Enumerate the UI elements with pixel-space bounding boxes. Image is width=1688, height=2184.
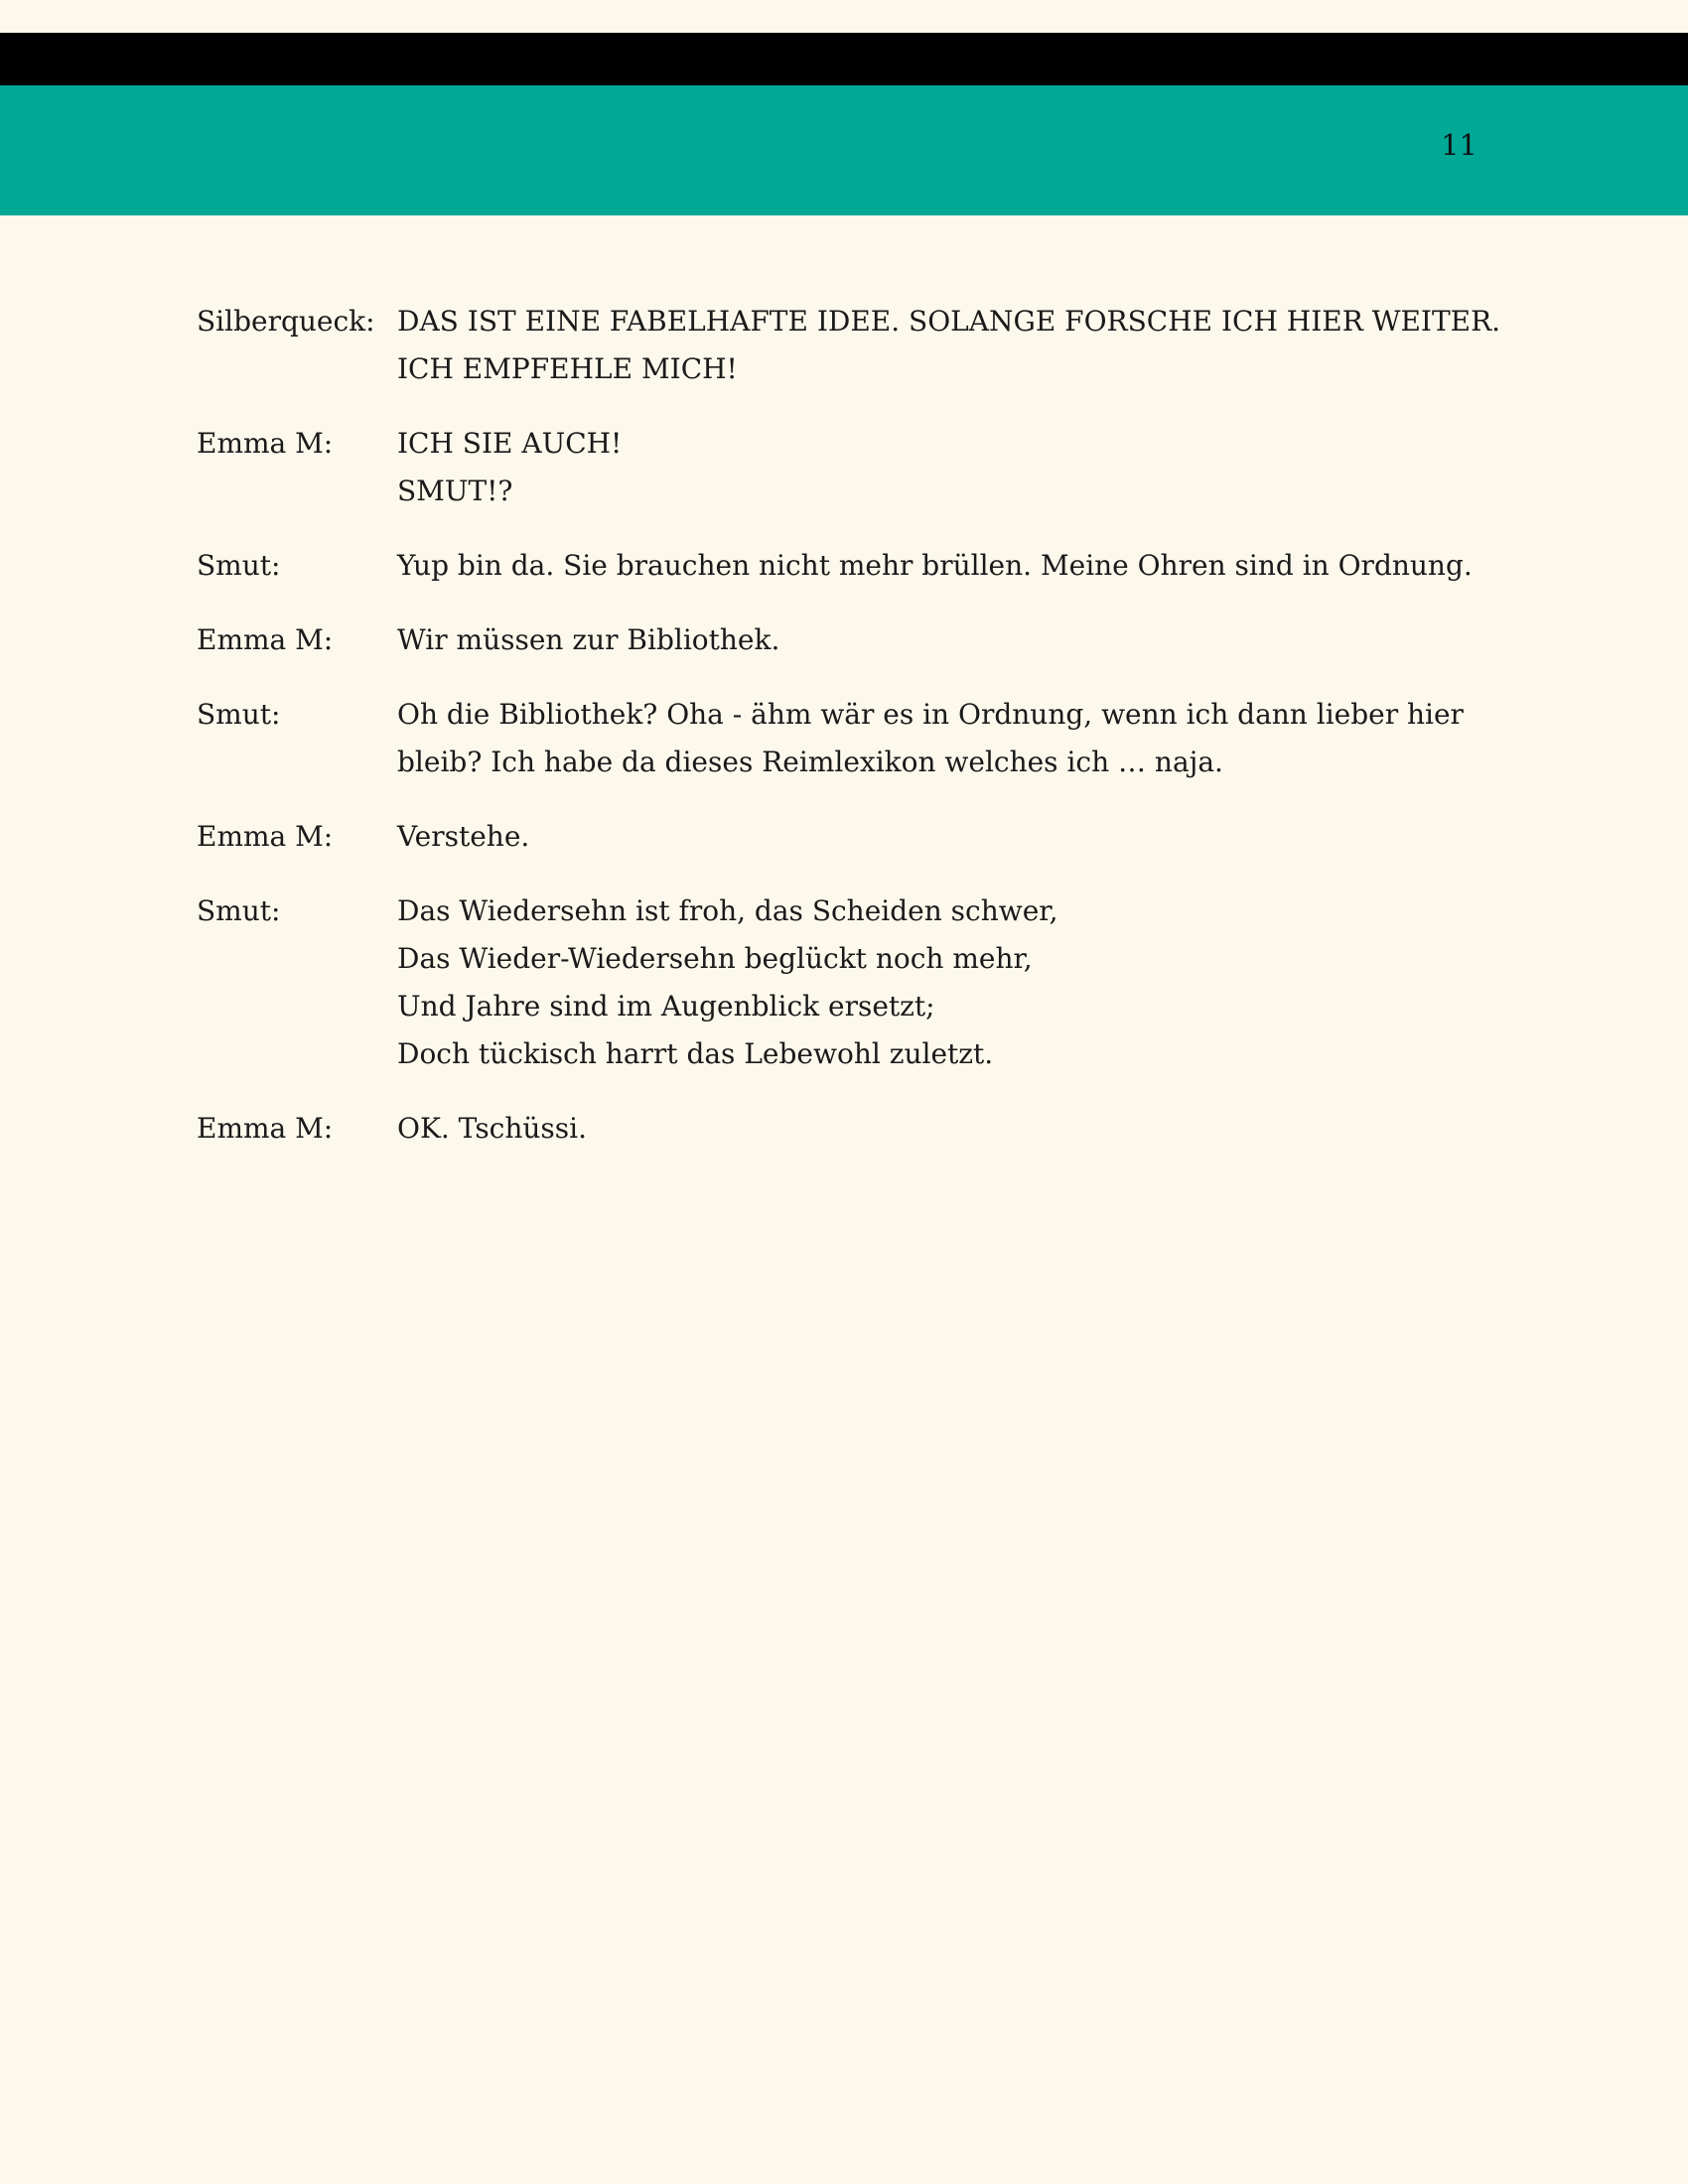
dialogue-line: bleib? Ich habe da dieses Reimlexikon welches ich … naja. — [397, 746, 1223, 778]
dialogue-text — [397, 1105, 1448, 1153]
dialogue-entry — [197, 542, 1473, 590]
dialogue-line: DAS IST EINE FABELHAFTE IDEE. SOLANGE FORSCHE ICH HIER WEITER. — [397, 305, 1501, 338]
dialogue-entry — [197, 298, 1501, 393]
dialogue-line: ICH EMPFEHLE MICH! — [397, 352, 738, 385]
dialogue-text — [397, 691, 1464, 786]
speaker-name: Silberqueck: — [197, 305, 375, 338]
dialogue-script — [197, 298, 1501, 1179]
dialogue-line: Verstehe. — [397, 820, 530, 853]
dialogue-line: ICH SIE AUCH! — [397, 427, 623, 460]
header-black-band — [0, 33, 1688, 85]
speaker-name: Smut: — [197, 894, 281, 927]
dialogue-entry — [197, 1105, 1448, 1153]
dialogue-entry — [197, 616, 1448, 664]
dialogue-line: Doch tückisch harrt das Lebewohl zuletzt. — [397, 1037, 994, 1070]
dialogue-line: Das Wieder-Wiedersehn beglückt noch mehr, — [397, 942, 1033, 975]
dialogue-text — [397, 542, 1473, 590]
dialogue-text — [397, 420, 1448, 515]
speaker-name: Emma M: — [197, 820, 334, 853]
dialogue-line: Yup bin da. Sie brauchen nicht mehr brüllen. Meine Ohren sind in Ordnung. — [397, 549, 1473, 582]
speaker-name: Smut: — [197, 549, 281, 582]
dialogue-line: Oh die Bibliothek? Oha - ähm wär es in Ordnung, wenn ich dann lieber hier — [397, 698, 1464, 731]
speaker-name: Emma M: — [197, 1112, 334, 1145]
dialogue-text — [397, 887, 1448, 1078]
speaker-name: Smut: — [197, 698, 281, 731]
dialogue-entry — [197, 887, 1448, 1078]
dialogue-entry — [197, 813, 1448, 861]
dialogue-line: Das Wiedersehn ist froh, das Scheiden schwer, — [397, 894, 1058, 927]
top-margin — [0, 0, 1688, 33]
header-teal-band — [0, 85, 1688, 215]
dialogue-line: Wir müssen zur Bibliothek. — [397, 623, 780, 656]
dialogue-line: OK. Tschüssi. — [397, 1112, 588, 1145]
dialogue-line: Und Jahre sind im Augenblick ersetzt; — [397, 990, 935, 1023]
speaker-name: Emma M: — [197, 427, 334, 460]
dialogue-entry — [197, 420, 1448, 515]
dialogue-text — [397, 616, 1448, 664]
speaker-name: Emma M: — [197, 623, 334, 656]
dialogue-line: SMUT!? — [397, 475, 513, 507]
dialogue-text — [397, 813, 1448, 861]
dialogue-text — [397, 298, 1500, 393]
dialogue-entry — [197, 691, 1464, 786]
page-number: 11 — [1441, 128, 1477, 162]
